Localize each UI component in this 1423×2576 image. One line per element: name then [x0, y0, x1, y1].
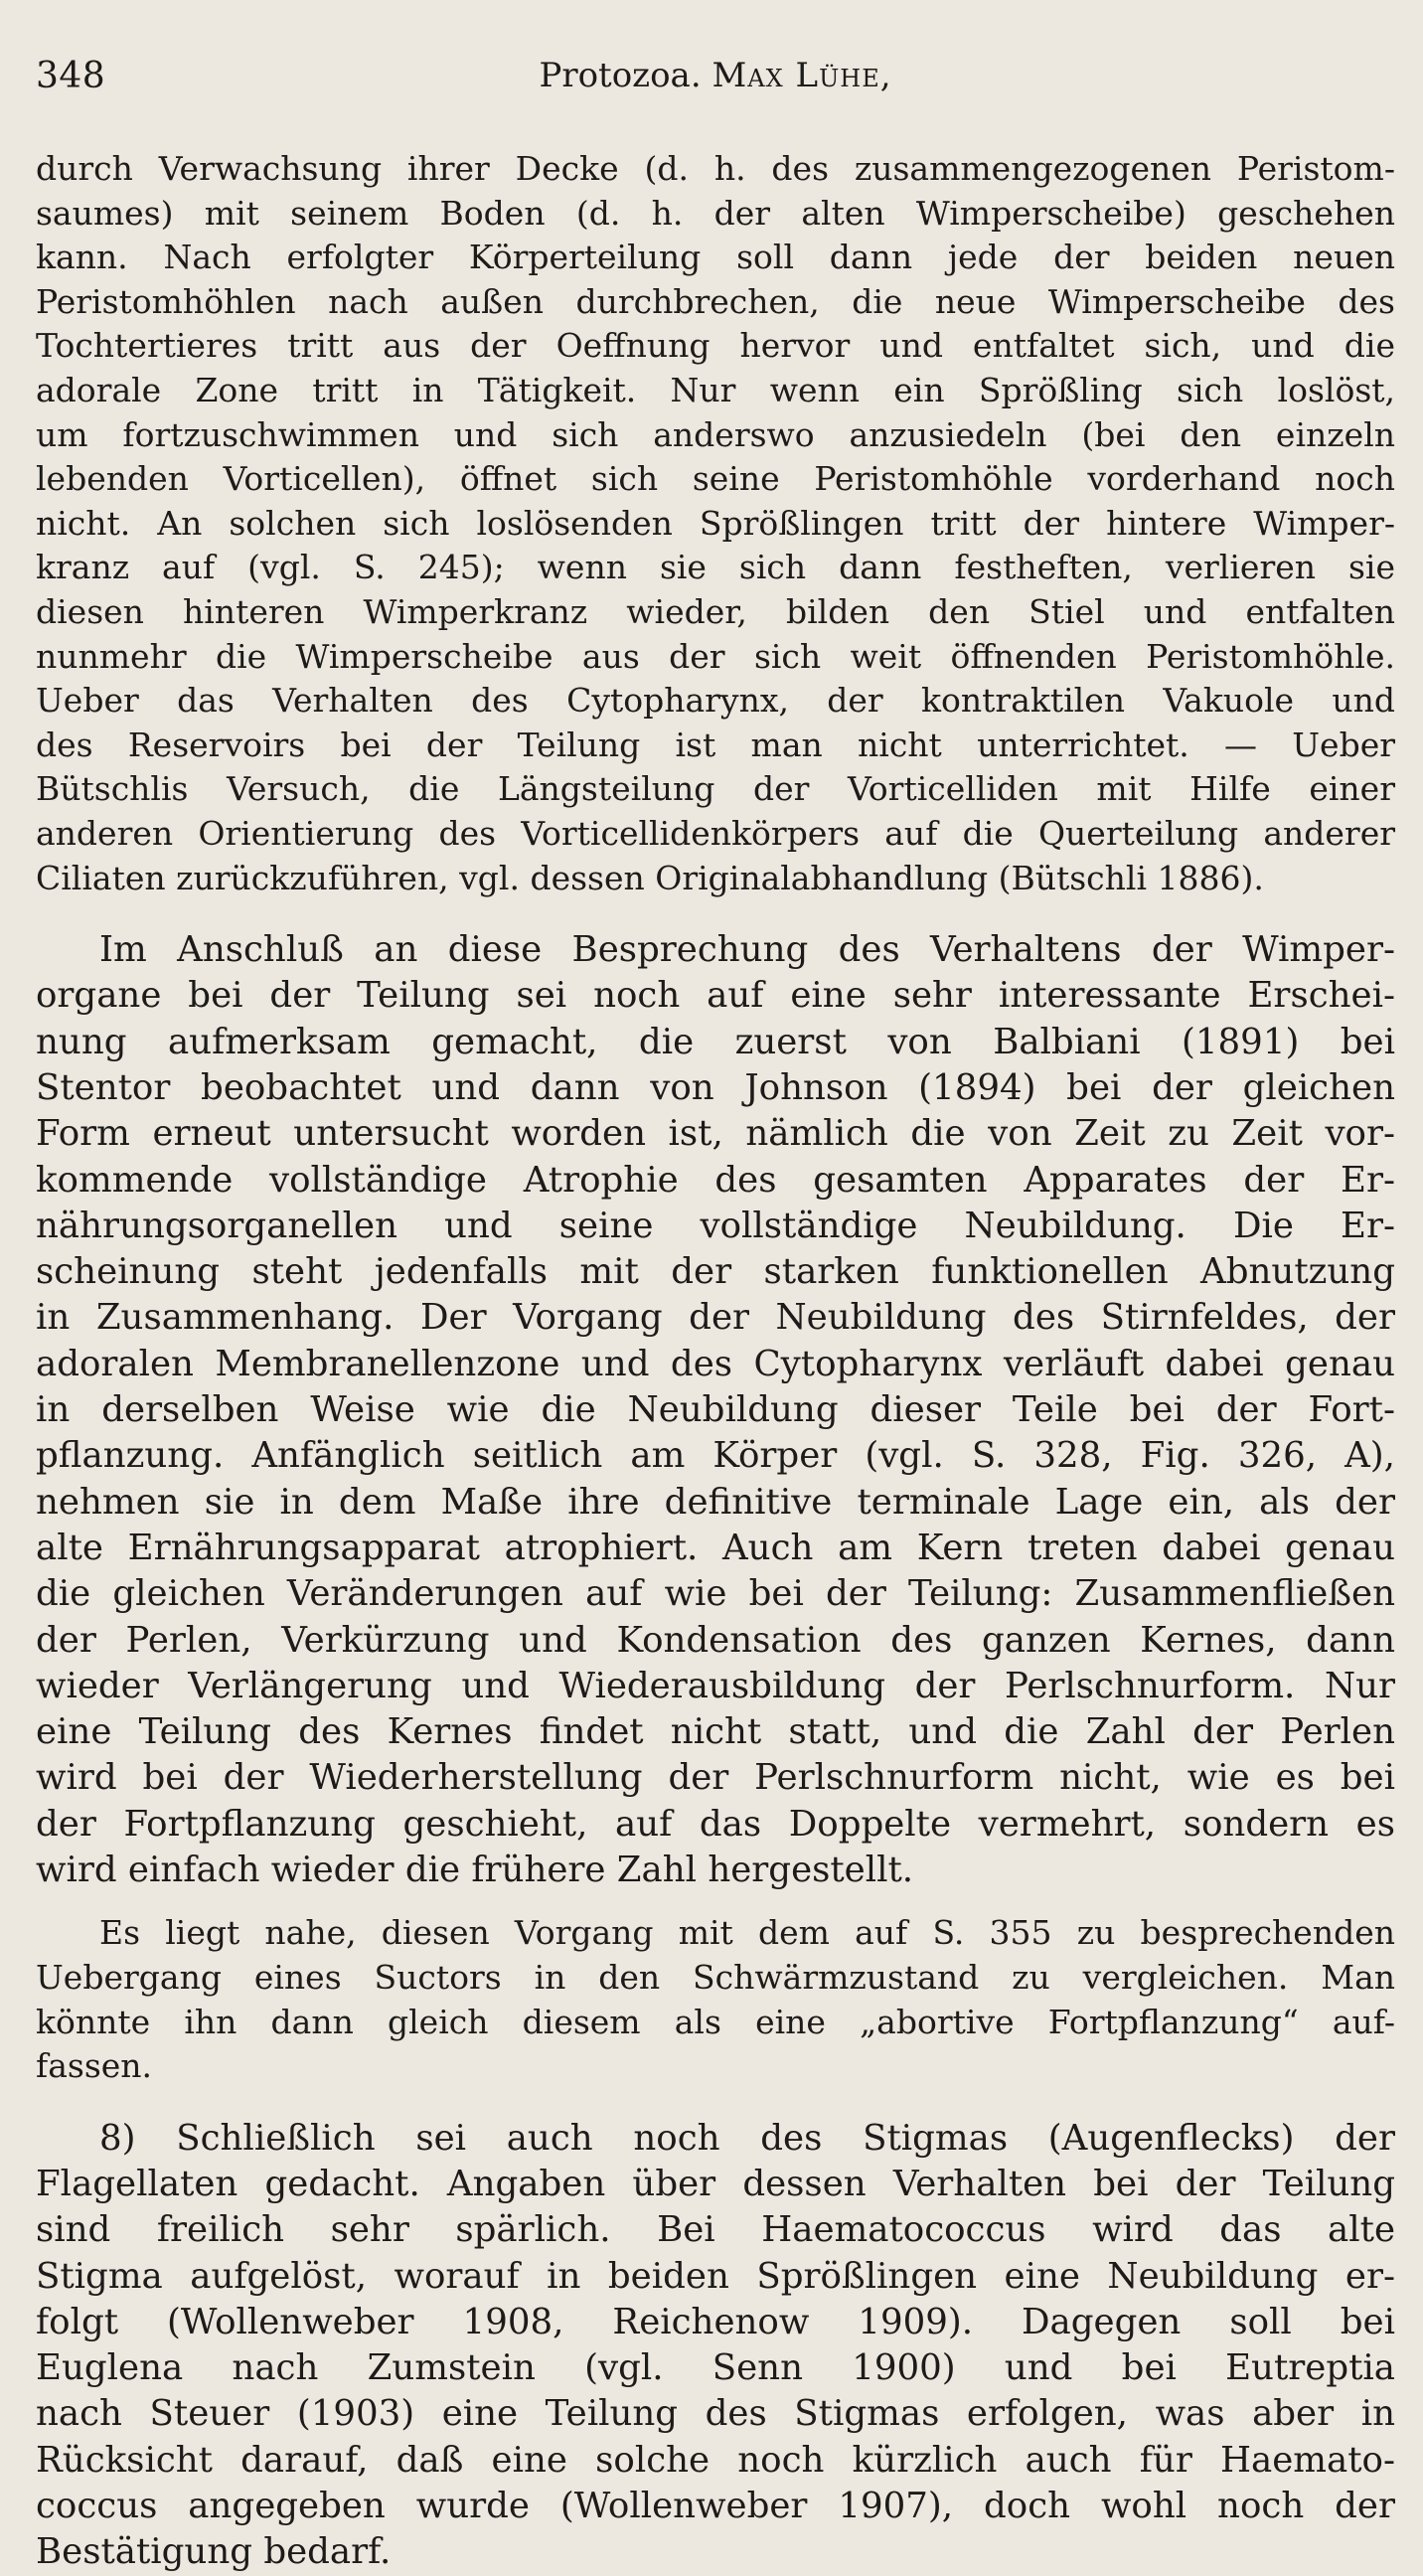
text-line: nung aufmerksam gemacht, die zuerst von Balbiani (1891) bei: [36, 1021, 1395, 1062]
text-line: Es liegt nahe, diesen Vorgang mit dem auf S. 355 zu besprechenden: [99, 1913, 1395, 1953]
paragraph-4: [36, 2116, 1395, 2576]
text-line: fassen.: [36, 2046, 153, 2086]
text-line: nehmen sie in dem Maße ihre definitive terminale Lage ein, als der: [36, 1481, 1395, 1523]
text-line: pflanzung. Anfänglich seitlich am Körper (vgl. S. 328, Fig. 326, A),: [36, 1435, 1395, 1477]
text-line: organe bei der Teilung sei noch auf eine sehr interessante Erschei-: [36, 975, 1395, 1017]
text-line: wird bei der Wiederherstellung der Perlschnurform nicht, wie es bei: [36, 1757, 1395, 1799]
text-line: um fortzuschwimmen und sich anderswo anzusiedeln (bei den einzeln: [36, 414, 1395, 454]
text-line: Stigma aufgelöst, worauf in beiden Sprößlingen eine Neubildung er-: [36, 2255, 1395, 2297]
text-line: nunmehr die Wimperscheibe aus der sich weit öffnenden Peristomhöhle.: [36, 636, 1395, 676]
text-line: kommende vollständige Atrophie des gesamten Apparates der Er-: [36, 1159, 1395, 1201]
text-line: 8) Schließlich sei auch noch des Stigmas (Augenflecks) der: [99, 2117, 1395, 2159]
text-line: die gleichen Veränderungen auf wie bei der Teilung: Zusammenfließen: [36, 1573, 1395, 1615]
text-line: scheinung steht jedenfalls mit der starken funktionellen Abnutzung: [36, 1251, 1395, 1293]
text-line: kranz auf (vgl. S. 245); wenn sie sich dann festheften, verlieren sie: [36, 548, 1395, 587]
text-line: nährungsorganellen und seine vollständige Neubildung. Die Er-: [36, 1205, 1395, 1246]
text-line: Bestätigung bedarf.: [36, 2531, 392, 2573]
text-line: adorale Zone tritt in Tätigkeit. Nur wenn ein Sprößling sich loslöst,: [36, 370, 1395, 409]
text-line: Tochtertieres tritt aus der Oeffnung hervor und entfaltet sich, und die: [36, 326, 1395, 366]
paragraph-1: [36, 147, 1395, 900]
paragraph-3: [36, 1911, 1395, 2088]
page-number: 348: [36, 56, 106, 96]
paragraph-2: [36, 927, 1395, 1893]
text-line: Uebergang eines Suctors in den Schwärmzustand zu vergleichen. Man: [36, 1957, 1395, 1997]
body-text: [36, 147, 1395, 2576]
text-line: Flagellaten gedacht. Angaben über dessen Verhalten bei der Teilung: [36, 2164, 1395, 2204]
text-line: adoralen Membranellenzone und des Cytopharynx verläuft dabei genau: [36, 1343, 1395, 1384]
text-line: nach Steuer (1903) eine Teilung des Stigmas erfolgen, was aber in: [36, 2393, 1395, 2435]
text-line: in Zusammenhang. Der Vorgang der Neubildung des Stirnfeldes, der: [36, 1297, 1395, 1339]
text-line: lebenden Vorticellen), öffnet sich seine Peristomhöhle vorderhand noch: [36, 459, 1395, 499]
text-line: sind freilich sehr spärlich. Bei Haematococcus wird das alte: [36, 2209, 1395, 2251]
text-line: diesen hinteren Wimperkranz wieder, bilden den Stiel und entfalten: [36, 591, 1395, 631]
text-line: Im Anschluß an diese Besprechung des Verhaltens der Wimper-: [99, 929, 1395, 971]
text-line: kann. Nach erfolgter Körperteilung soll dann jede der beiden neuen: [36, 238, 1395, 277]
text-line: Bütschlis Versuch, die Längsteilung der Vorticelliden mit Hilfe einer: [36, 769, 1395, 809]
text-line: Rücksicht darauf, daß eine solche noch kürzlich auch für Haemato-: [36, 2439, 1395, 2481]
running-title: [36, 56, 1395, 95]
text-line: alte Ernährungsapparat atrophiert. Auch am Kern treten dabei genau: [36, 1527, 1395, 1568]
text-line: saumes) mit seinem Boden (d. h. der alten Wimperscheibe) geschehen: [36, 193, 1395, 233]
text-line: folgt (Wollenweber 1908, Reichenow 1909). Dagegen soll bei: [36, 2301, 1395, 2342]
text-line: eine Teilung des Kernes findet nicht statt, und die Zahl der Perlen: [36, 1711, 1395, 1753]
text-line: Ueber das Verhalten des Cytopharynx, der kontraktilen Vakuole und: [36, 681, 1395, 721]
text-line: coccus angegeben wurde (Wollenweber 1907), doch wohl noch der: [36, 2486, 1395, 2527]
text-line: Form erneut untersucht worden ist, nämlich die von Zeit zu Zeit vor-: [36, 1113, 1395, 1155]
text-line: in derselben Weise wie die Neubildung dieser Teile bei der Fort-: [36, 1389, 1395, 1431]
text-line: durch Verwachsung ihrer Decke (d. h. des zusammengezogenen Peristom-: [36, 149, 1395, 188]
text-line: wieder Verlängerung und Wiederausbildung der Perlschnurform. Nur: [36, 1665, 1395, 1706]
text-line: Ciliaten zurückzuführen, vgl. dessen Originalabhandlung (Bütschli 1886).: [36, 858, 1264, 897]
running-title-subject: Protozoa.: [539, 56, 702, 95]
text-line: der Fortpflanzung geschieht, auf das Doppelte vermehrt, sondern es: [36, 1803, 1395, 1845]
running-title-author: Max Lühe,: [712, 56, 892, 95]
text-line: anderen Orientierung des Vorticellidenkörpers auf die Querteilung anderer: [36, 813, 1395, 853]
text-line: des Reservoirs bei der Teilung ist man nicht unterrichtet. — Ueber: [36, 724, 1395, 764]
text-line: wird einfach wieder die frühere Zahl hergestellt.: [36, 1850, 914, 1891]
text-line: Peristomhöhlen nach außen durchbrechen, die neue Wimperscheibe des: [36, 281, 1395, 321]
text-line: nicht. An solchen sich loslösenden Sprößlingen tritt der hintere Wimper-: [36, 503, 1395, 543]
text-line: Euglena nach Zumstein (vgl. Senn 1900) und bei Eutreptia: [36, 2347, 1395, 2389]
text-line: der Perlen, Verkürzung und Kondensation des ganzen Kernes, dann: [36, 1619, 1395, 1661]
text-line: könnte ihn dann gleich diesem als eine „abortive Fortpflanzung“ auf-: [36, 2002, 1395, 2041]
running-header: [36, 56, 1395, 105]
text-line: Stentor beobachtet und dann von Johnson (1894) bei der gleichen: [36, 1066, 1395, 1108]
